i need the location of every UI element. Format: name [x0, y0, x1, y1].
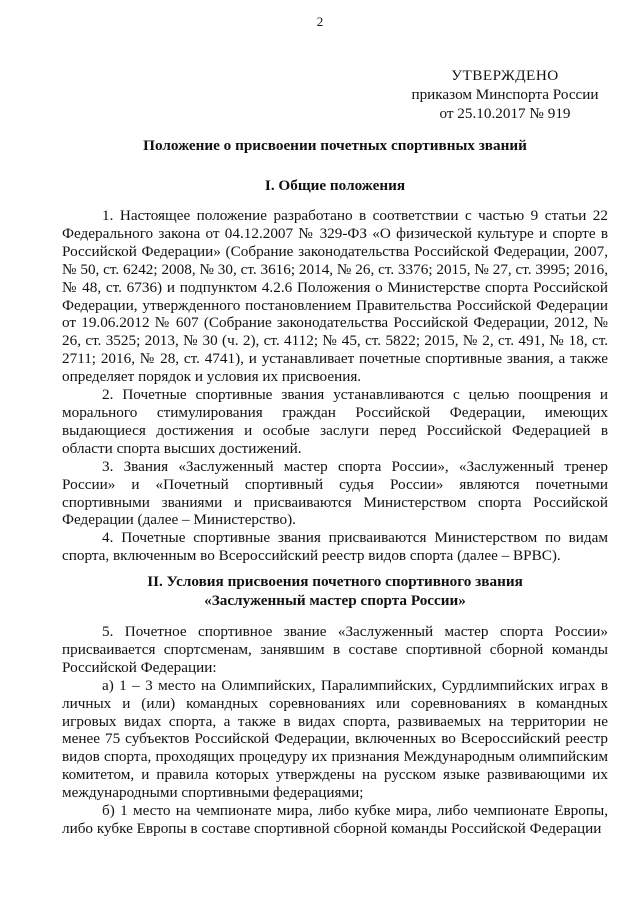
paragraph-2: 2. Почетные спортивные звания устанавливаются с целью поощрения и морального стимулирования граждан Российской Федерации, имеющих выдающиеся достижения и особые заслуги перед Российской Федерацией в области спорта высших достижений.	[62, 386, 608, 457]
approval-date-line: от 25.10.2017 № 919	[439, 105, 571, 122]
approval-stamp	[410, 66, 600, 123]
section-1-body	[62, 207, 608, 565]
section-2-heading-line-2: «Заслуженный мастер спорта России»	[204, 592, 466, 609]
page-number: 2	[316, 14, 324, 29]
paragraph-5b: б) 1 место на чемпионате мира, либо кубке мира, либо чемпионате Европы, либо кубке Европы в составе спортивной сборной команды Российской Федерации	[62, 802, 608, 837]
paragraph-1: 1. Настоящее положение разработано в соответствии с частью 9 статьи 22 Федерального закона от 04.12.2007 № 329-ФЗ «О физической культуре и спорте в Российской Федерации» (Собрание законодательства Российской Федерации, 2007, № 50, ст. 6242; 2008, № 30, ст. 3616; 2014, № 26, ст. 3376; 2015, № 27, ст. 3995; 2016, № 48, ст. 6736) и подпунктом 4.2.6 Положения о Министерстве спорта Российской Федерации, утвержденного постановлением Правительства Российской Федерации от 19.06.2012 № 607 (Собрание законодательства Российской Федерации, 2012, № 26, ст. 3525; 2013, № 30 (ч. 2), ст. 4112; № 45, ст. 5822; 2015, № 2, ст. 491, № 18, ст. 2711; 2016, № 28, ст. 4741), и устанавливает почетные спортивные звания, а также определяет порядок и условия их присвоения.	[62, 207, 608, 386]
approval-title: УТВЕРЖДЕНО	[451, 67, 559, 84]
paragraph-3: 3. Звания «Заслуженный мастер спорта России», «Заслуженный тренер России» и «Почетный спортивный судья России» являются почетными спортивными званиями и присваиваются Министерством спорта Российской Федерации (далее – Министерство).	[62, 457, 608, 529]
paragraph-5: 5. Почетное спортивное звание «Заслуженный мастер спорта России» присваивается спортсменам, занявшим в составе спортивной сборной команды Российской Федерации:	[62, 623, 608, 676]
document-title: Положение о присвоении почетных спортивных званий	[143, 137, 527, 154]
paragraph-4: 4. Почетные спортивные звания присваиваются Министерством по видам спорта, включенным во Всероссийский реестр видов спорта (далее – ВРВС).	[62, 529, 608, 565]
paragraph-5a: а) 1 – 3 место на Олимпийских, Паралимпийских, Сурдлимпийских играх в личных и (или) командных соревнованиях или соревнованиях в командных игровых видах спорта, а также в видах спорта, развиваемых на территории не менее 75 субъектов Российской Федерации, включенных во Всероссийский реестр видов спорта, проходящих процедуру их признания Международным олимпийским комитетом, и правила которых утверждены на русском языке развивающими их международными спортивными федерациями;	[62, 676, 608, 802]
section-1-heading: I. Общие положения	[264, 177, 406, 194]
section-2-body	[62, 623, 608, 838]
section-2-heading-line-1: II. Условия присвоения почетного спортивного звания	[147, 573, 523, 590]
approval-order-line: приказом Минспорта России	[411, 86, 599, 103]
section-2-heading	[62, 572, 608, 610]
